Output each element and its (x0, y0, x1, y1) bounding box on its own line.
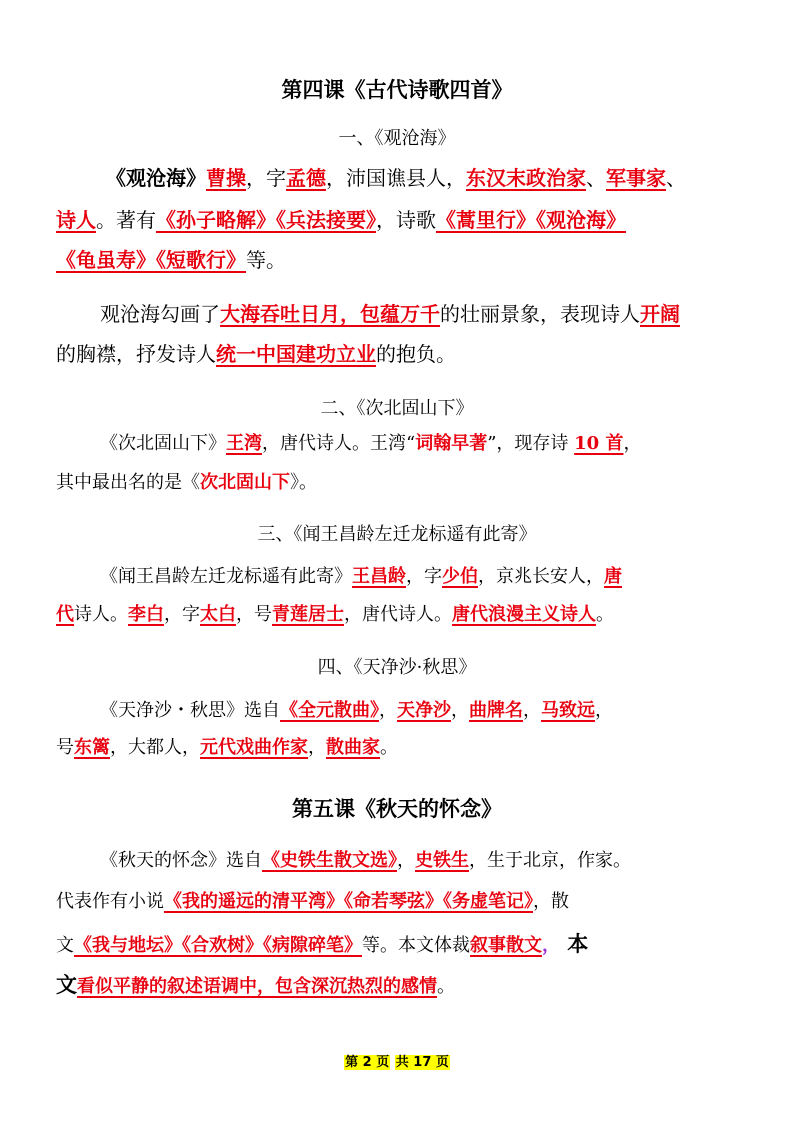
s1-line1 (106, 162, 746, 191)
highlight: 散曲家 (326, 737, 380, 758)
text: 第 (345, 1055, 359, 1070)
text: ，号 (236, 604, 272, 625)
text: ， (397, 850, 415, 871)
text: ，字 (164, 604, 200, 625)
text: 页 (376, 1055, 390, 1070)
text: ，字 (406, 566, 442, 587)
total-pages: 17 (413, 1055, 432, 1070)
text: ， (451, 700, 469, 721)
section2-heading: 二、《次北固山下》 (320, 398, 474, 419)
highlight: 看似平静的叙述语调中，包含深沉热烈的感情 (77, 976, 437, 997)
highlight: 元代戏曲作家 (200, 737, 308, 758)
text: ，京兆长安人， (478, 566, 604, 587)
text: 等。本文体裁 (362, 935, 470, 956)
highlight: 唐代浪漫主义诗人 (452, 604, 596, 625)
l5-line1 (100, 846, 746, 872)
s3-line2 (56, 600, 746, 626)
highlight: 叙事散文 (470, 935, 542, 956)
s1-line5 (56, 338, 746, 367)
highlight: 天净沙 (397, 700, 451, 721)
lesson4-title: 第四课《古代诗歌四首》 (281, 78, 513, 102)
text: 《次北固山下》 (100, 433, 226, 454)
highlight: 10 首 (574, 433, 624, 454)
text: ，字 (246, 166, 286, 190)
text: 《闻王昌龄左迁龙标遥有此寄》 (100, 566, 352, 587)
text: 页 (435, 1055, 449, 1070)
text: 、 (586, 166, 606, 190)
text: ， (379, 700, 397, 721)
text: ，生于北京，作家。 (469, 850, 631, 871)
highlight: 《孙子略解》《兵法接要》 (156, 208, 376, 232)
highlight: 《史铁生散文选》 (262, 850, 397, 871)
text: ，诗歌 (376, 208, 436, 232)
text: ，唐代诗人。王湾“ (262, 433, 416, 454)
highlight: 《全元散曲》 (280, 700, 379, 721)
page-footer (0, 1051, 794, 1070)
page-total (395, 1055, 450, 1070)
text: 等。 (246, 248, 286, 272)
highlight: 曲牌名 (469, 700, 523, 721)
text: 《天净沙・秋思》选自 (100, 700, 280, 721)
highlight: 东汉末政治家 (466, 166, 586, 190)
text: 本 (560, 931, 589, 956)
text: ，大都人， (110, 737, 200, 758)
highlight: 词翰早著 (415, 433, 488, 454)
lesson5-title: 第五课《秋天的怀念》 (292, 797, 502, 821)
highlight: 《龟虽寿》《短歌行》 (56, 248, 246, 272)
section4-heading: 四、《天净沙·秋思》 (317, 657, 477, 678)
highlight: 史铁生 (415, 850, 469, 871)
highlight: 太白 (200, 604, 236, 625)
highlight: 唐 (604, 566, 622, 587)
courtesy-name: 孟德 (286, 166, 326, 190)
text: ”，现存诗 (487, 433, 575, 454)
text: 代表作有小说 (56, 891, 164, 912)
text: ， (308, 737, 326, 758)
text: 《观沧海》 (106, 166, 206, 190)
l5-line3 (56, 928, 746, 958)
text: 、 (666, 166, 686, 190)
text: 文 (56, 935, 74, 956)
text: ， (623, 433, 642, 454)
text: 的壮丽景象，表现诗人 (440, 302, 640, 326)
section3-heading: 三、《闻王昌龄左迁龙标遥有此寄》 (257, 524, 537, 545)
text: 号 (56, 737, 74, 758)
text: 的抱负。 (376, 342, 456, 366)
highlight: 《蒿里行》《观沧海》 (436, 208, 626, 232)
text: 诗人。 (74, 604, 128, 625)
s4-line1 (100, 696, 746, 722)
author-name: 曹操 (206, 166, 246, 190)
highlight: 青莲居士 (272, 604, 344, 625)
text: 。 (596, 604, 614, 625)
page-number: 2 (362, 1055, 372, 1070)
text: ，沛国谯县人， (326, 166, 466, 190)
highlight: 王湾 (226, 433, 262, 454)
highlight: 诗人 (56, 208, 96, 232)
highlight: 代 (56, 604, 74, 625)
section1-heading: 一、《观沧海》 (338, 128, 456, 149)
text: ， (523, 700, 541, 721)
text: 其中最出名的是《 (56, 472, 200, 493)
s3-line1 (100, 562, 746, 588)
text: 《秋天的怀念》选自 (100, 850, 262, 871)
text: 。著有 (96, 208, 156, 232)
text: ，唐代诗人。 (344, 604, 452, 625)
s1-line3 (56, 244, 746, 273)
text: 。 (380, 737, 398, 758)
page-indicator (344, 1055, 390, 1070)
text: 观沧海勾画了 (100, 302, 220, 326)
highlight: 李白 (128, 604, 164, 625)
highlight: 王昌龄 (352, 566, 406, 587)
text: 共 (395, 1055, 409, 1070)
highlight: 马致远 (541, 700, 595, 721)
s1-line2 (56, 204, 746, 233)
text: 》。 (290, 472, 317, 493)
text: 的胸襟，抒发诗人 (56, 342, 216, 366)
text: ，散 (533, 891, 569, 912)
highlight: 东篱 (74, 737, 110, 758)
highlight: 开阔 (640, 302, 680, 326)
highlight: 军事家 (606, 166, 666, 190)
highlight: 统一中国建功立业 (216, 342, 376, 366)
l5-line4 (56, 969, 746, 999)
text: 文 (56, 972, 77, 997)
text: ， (542, 935, 560, 956)
s1-line4 (100, 298, 746, 327)
s2-line1 (100, 429, 746, 455)
highlight: 《我的遥远的清平湾》《命若琴弦》《务虚笔记》 (164, 891, 533, 912)
text: ， (595, 700, 613, 721)
s4-line2 (56, 733, 746, 759)
text: 。 (437, 976, 455, 997)
highlight: 大海吞吐日月，包蕴万千 (220, 302, 440, 326)
s2-line2 (56, 468, 746, 494)
highlight: 《我与地坛》《合欢树》《病隙碎笔》 (74, 935, 362, 956)
highlight: 次北固山下 (200, 472, 290, 493)
l5-line2 (56, 887, 746, 913)
highlight: 少伯 (442, 566, 478, 587)
